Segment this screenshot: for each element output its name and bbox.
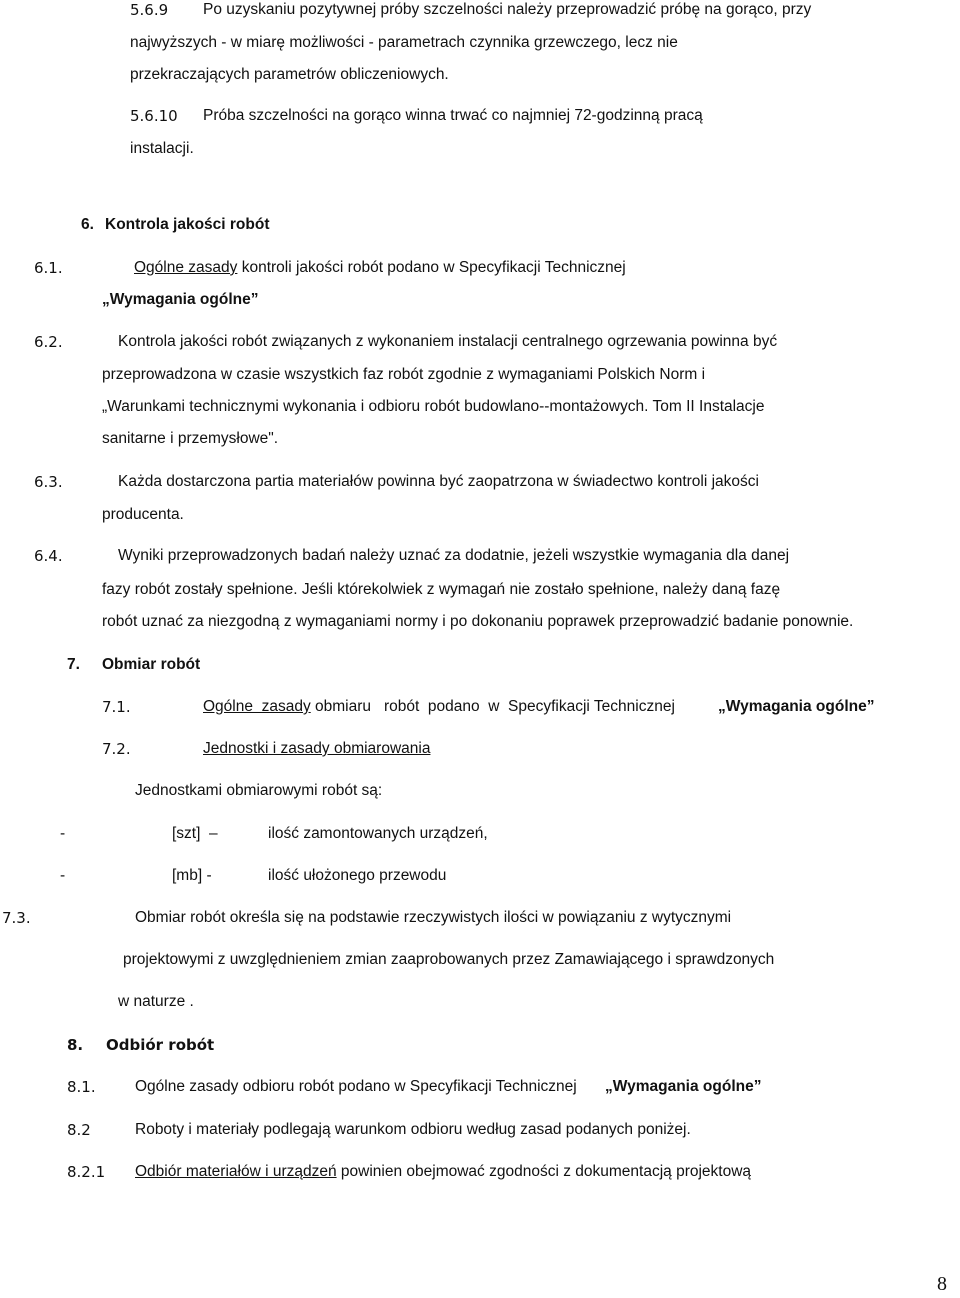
paragraph-line: w naturze . xyxy=(118,993,194,1010)
list-dash: - xyxy=(60,867,66,884)
section-heading: Obmiar robót xyxy=(102,656,201,673)
underlined-term: Ogólne zasady xyxy=(203,698,311,715)
section-number: 5.6.9 xyxy=(130,1,169,19)
heading-number: 6. xyxy=(81,216,94,233)
paragraph-line: Jednostkami obmiarowymi robót są: xyxy=(135,782,383,799)
paragraph-line: Po uzyskaniu pozytywnej próby szczelności należy przeprowadzić próbę na gorąco, przy xyxy=(203,1,812,18)
unit-label: [mb] - xyxy=(172,867,212,884)
paragraph-line: Odbiór materiałów i urządzeń powinien obejmować zgodności z dokumentacją projektową xyxy=(135,1163,752,1180)
underlined-term: Ogólne zasady xyxy=(134,259,238,276)
section-number: 5.6.10 xyxy=(130,107,178,125)
section-number: 8.2.1 xyxy=(67,1163,106,1181)
paragraph-line: „Warunkami technicznymi wykonania i odbioru robót budowlano--montażowych. Tom II Instalacje xyxy=(102,398,765,415)
underlined-term: Jednostki i zasady obmiarowania xyxy=(203,740,431,757)
paragraph-line: Próba szczelności na gorąco winna trwać co najmniej 72-godzinną pracą xyxy=(203,107,703,124)
bold-reference: „Wymagania ogólne” xyxy=(605,1078,762,1095)
paragraph-line: przeprowadzona w czasie wszystkich faz robót zgodnie z wymaganiami Polskich Norm i xyxy=(102,366,706,383)
paragraph-line: sanitarne i przemysłowe". xyxy=(102,430,279,447)
unit-description: ilość zamontowanych urządzeń, xyxy=(268,825,488,842)
section-number: 6.3. xyxy=(34,473,63,491)
section-heading: Kontrola jakości robót xyxy=(105,216,270,233)
section-number: 8.2 xyxy=(67,1121,91,1139)
section-number: 6.2. xyxy=(34,333,63,351)
section-number: 8.1. xyxy=(67,1078,96,1096)
paragraph-line: fazy robót zostały spełnione. Jeśli którekolwiek z wymagań nie zostało spełnione, należy daną fazę xyxy=(102,581,781,598)
paragraph-line: Kontrola jakości robót związanych z wykonaniem instalacji centralnego ogrzewania powinna być xyxy=(118,333,778,350)
list-dash: - xyxy=(60,825,66,842)
paragraph-line: przekraczających parametrów obliczeniowych. xyxy=(130,66,449,83)
unit-description: ilość ułożonego przewodu xyxy=(268,867,447,884)
paragraph-line: Obmiar robót określa się na podstawie rzeczywistych ilości w powiązaniu z wytycznymi xyxy=(135,909,732,926)
paragraph-line: Wyniki przeprowadzonych badań należy uznać za dodatnie, jeżeli wszystkie wymagania dla danej xyxy=(118,547,790,564)
paragraph-line: najwyższych - w miarę możliwości - parametrach czynnika grzewczego, lecz nie xyxy=(130,34,678,51)
section-heading: Odbiór robót xyxy=(106,1036,215,1054)
section-number: 7.1. xyxy=(102,698,131,716)
section-number: 7.3. xyxy=(2,909,31,927)
paragraph-line: Każda dostarczona partia materiałów powinna być zaopatrzona w świadectwo kontroli jakości xyxy=(118,473,759,490)
paragraph-line: Ogólne zasady obmiaru robót podano w Specyfikacji Technicznej xyxy=(203,698,675,715)
unit-label: [szt] – xyxy=(172,825,218,842)
bold-reference: „Wymagania ogólne” xyxy=(102,291,259,308)
paragraph-line: robót uznać za niezgodną z wymaganiami normy i po dokonaniu poprawek przeprowadzić badanie ponownie. xyxy=(102,613,854,630)
paragraph-line: projektowymi z uwzględnieniem zmian zaaprobowanych przez Zamawiającego i sprawdzonych xyxy=(123,951,775,968)
heading-number: 8. xyxy=(67,1036,84,1054)
paragraph-line: instalacji. xyxy=(130,140,194,157)
paragraph-line: Ogólne zasady kontroli jakości robót podano w Specyfikacji Technicznej xyxy=(134,259,626,276)
section-number: 7.2. xyxy=(102,740,131,758)
section-number: 6.4. xyxy=(34,547,63,565)
paragraph-line: Roboty i materiały podlegają warunkom odbioru według zasad podanych poniżej. xyxy=(135,1121,691,1138)
bold-reference: „Wymagania ogólne” xyxy=(718,698,875,715)
heading-number: 7. xyxy=(67,656,80,673)
page-number: 8 xyxy=(937,1273,947,1295)
paragraph-line: Ogólne zasady odbioru robót podano w Specyfikacji Technicznej xyxy=(135,1078,577,1095)
paragraph-line: producenta. xyxy=(102,506,184,523)
section-number: 6.1. xyxy=(34,259,63,277)
underlined-term: Odbiór materiałów i urządzeń xyxy=(135,1163,337,1180)
